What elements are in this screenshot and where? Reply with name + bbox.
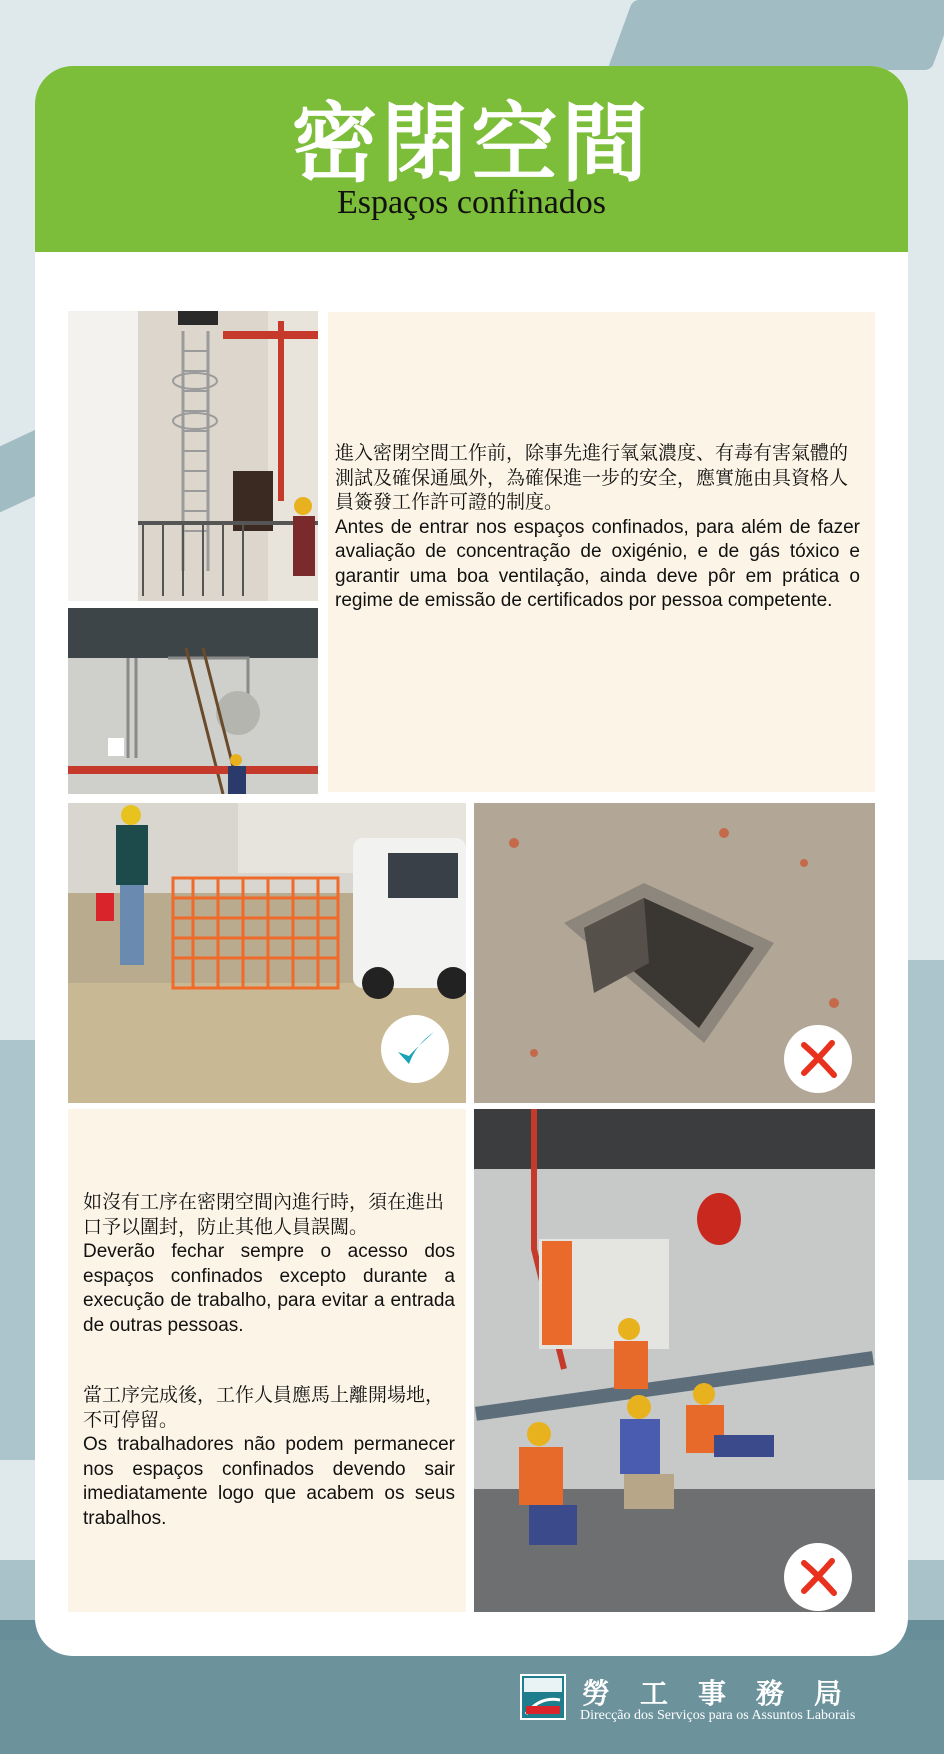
text-section-leave (83, 1384, 455, 1531)
photo-ladder-shaft (68, 311, 318, 601)
check-icon (392, 1026, 438, 1072)
photo-open-pit (474, 803, 875, 1103)
org-name-pt: Direcção dos Serviços para os Assuntos Laborais (580, 1708, 856, 1723)
text-section-permit (335, 442, 860, 614)
photo-workers-resting (474, 1109, 875, 1612)
wrong-badge (784, 1025, 852, 1093)
text-closure-zh: 如沒有工序在密閉空間內進行時，須在進出口予以圍封，防止其他人員誤闖。 (83, 1192, 445, 1238)
poster-panel (35, 66, 908, 1656)
cross-icon (796, 1037, 840, 1081)
text-closure-pt: Deverão fechar sempre o acesso dos espaços confinados excepto durante a execução de trabalho, para evitar a entrada de outras pessoas. (83, 1241, 455, 1336)
cross-icon (796, 1555, 840, 1599)
info-box-closure (68, 1109, 466, 1612)
text-leave-pt: Os trabalhadores não podem permanecer nos espaços confinados devendo sair imediatamente logo que acabem os seus trabalhos. (83, 1434, 455, 1529)
text-leave-zh: 當工序完成後，工作人員應馬上離開場地，不可停留。 (83, 1385, 445, 1431)
dsal-emblem-icon (520, 1674, 566, 1720)
poster-header (35, 66, 908, 252)
text-section-closure (83, 1191, 455, 1338)
text-permit-zh: 進入密閉空間工作前，除事先進行氧氣濃度、有毒有害氣體的測試及確保通風外，為確保進一步的安全，應實施由具資格人員簽發工作許可證的制度。 (335, 443, 849, 513)
wrong-badge (784, 1543, 852, 1611)
org-name-zh: 勞工事務局 (582, 1677, 873, 1710)
background-brush (607, 0, 944, 70)
poster-title-zh: 密閉空間 (291, 93, 652, 194)
text-permit-pt: Antes de entrar nos espaços confinados, para além de fazer avaliação de concentração de oxigénio, e de gás tóxico e garantir uma boa ventilação, ainda deve pôr em prática o regime de emissão de certificados por pessoa competente. (335, 516, 860, 611)
photo-fenced-access (68, 803, 466, 1103)
photo-ladder-wall (68, 608, 318, 794)
dsal-logo (520, 1672, 940, 1732)
poster-title-pt: Espaços confinados (336, 184, 607, 221)
correct-badge (381, 1015, 449, 1083)
